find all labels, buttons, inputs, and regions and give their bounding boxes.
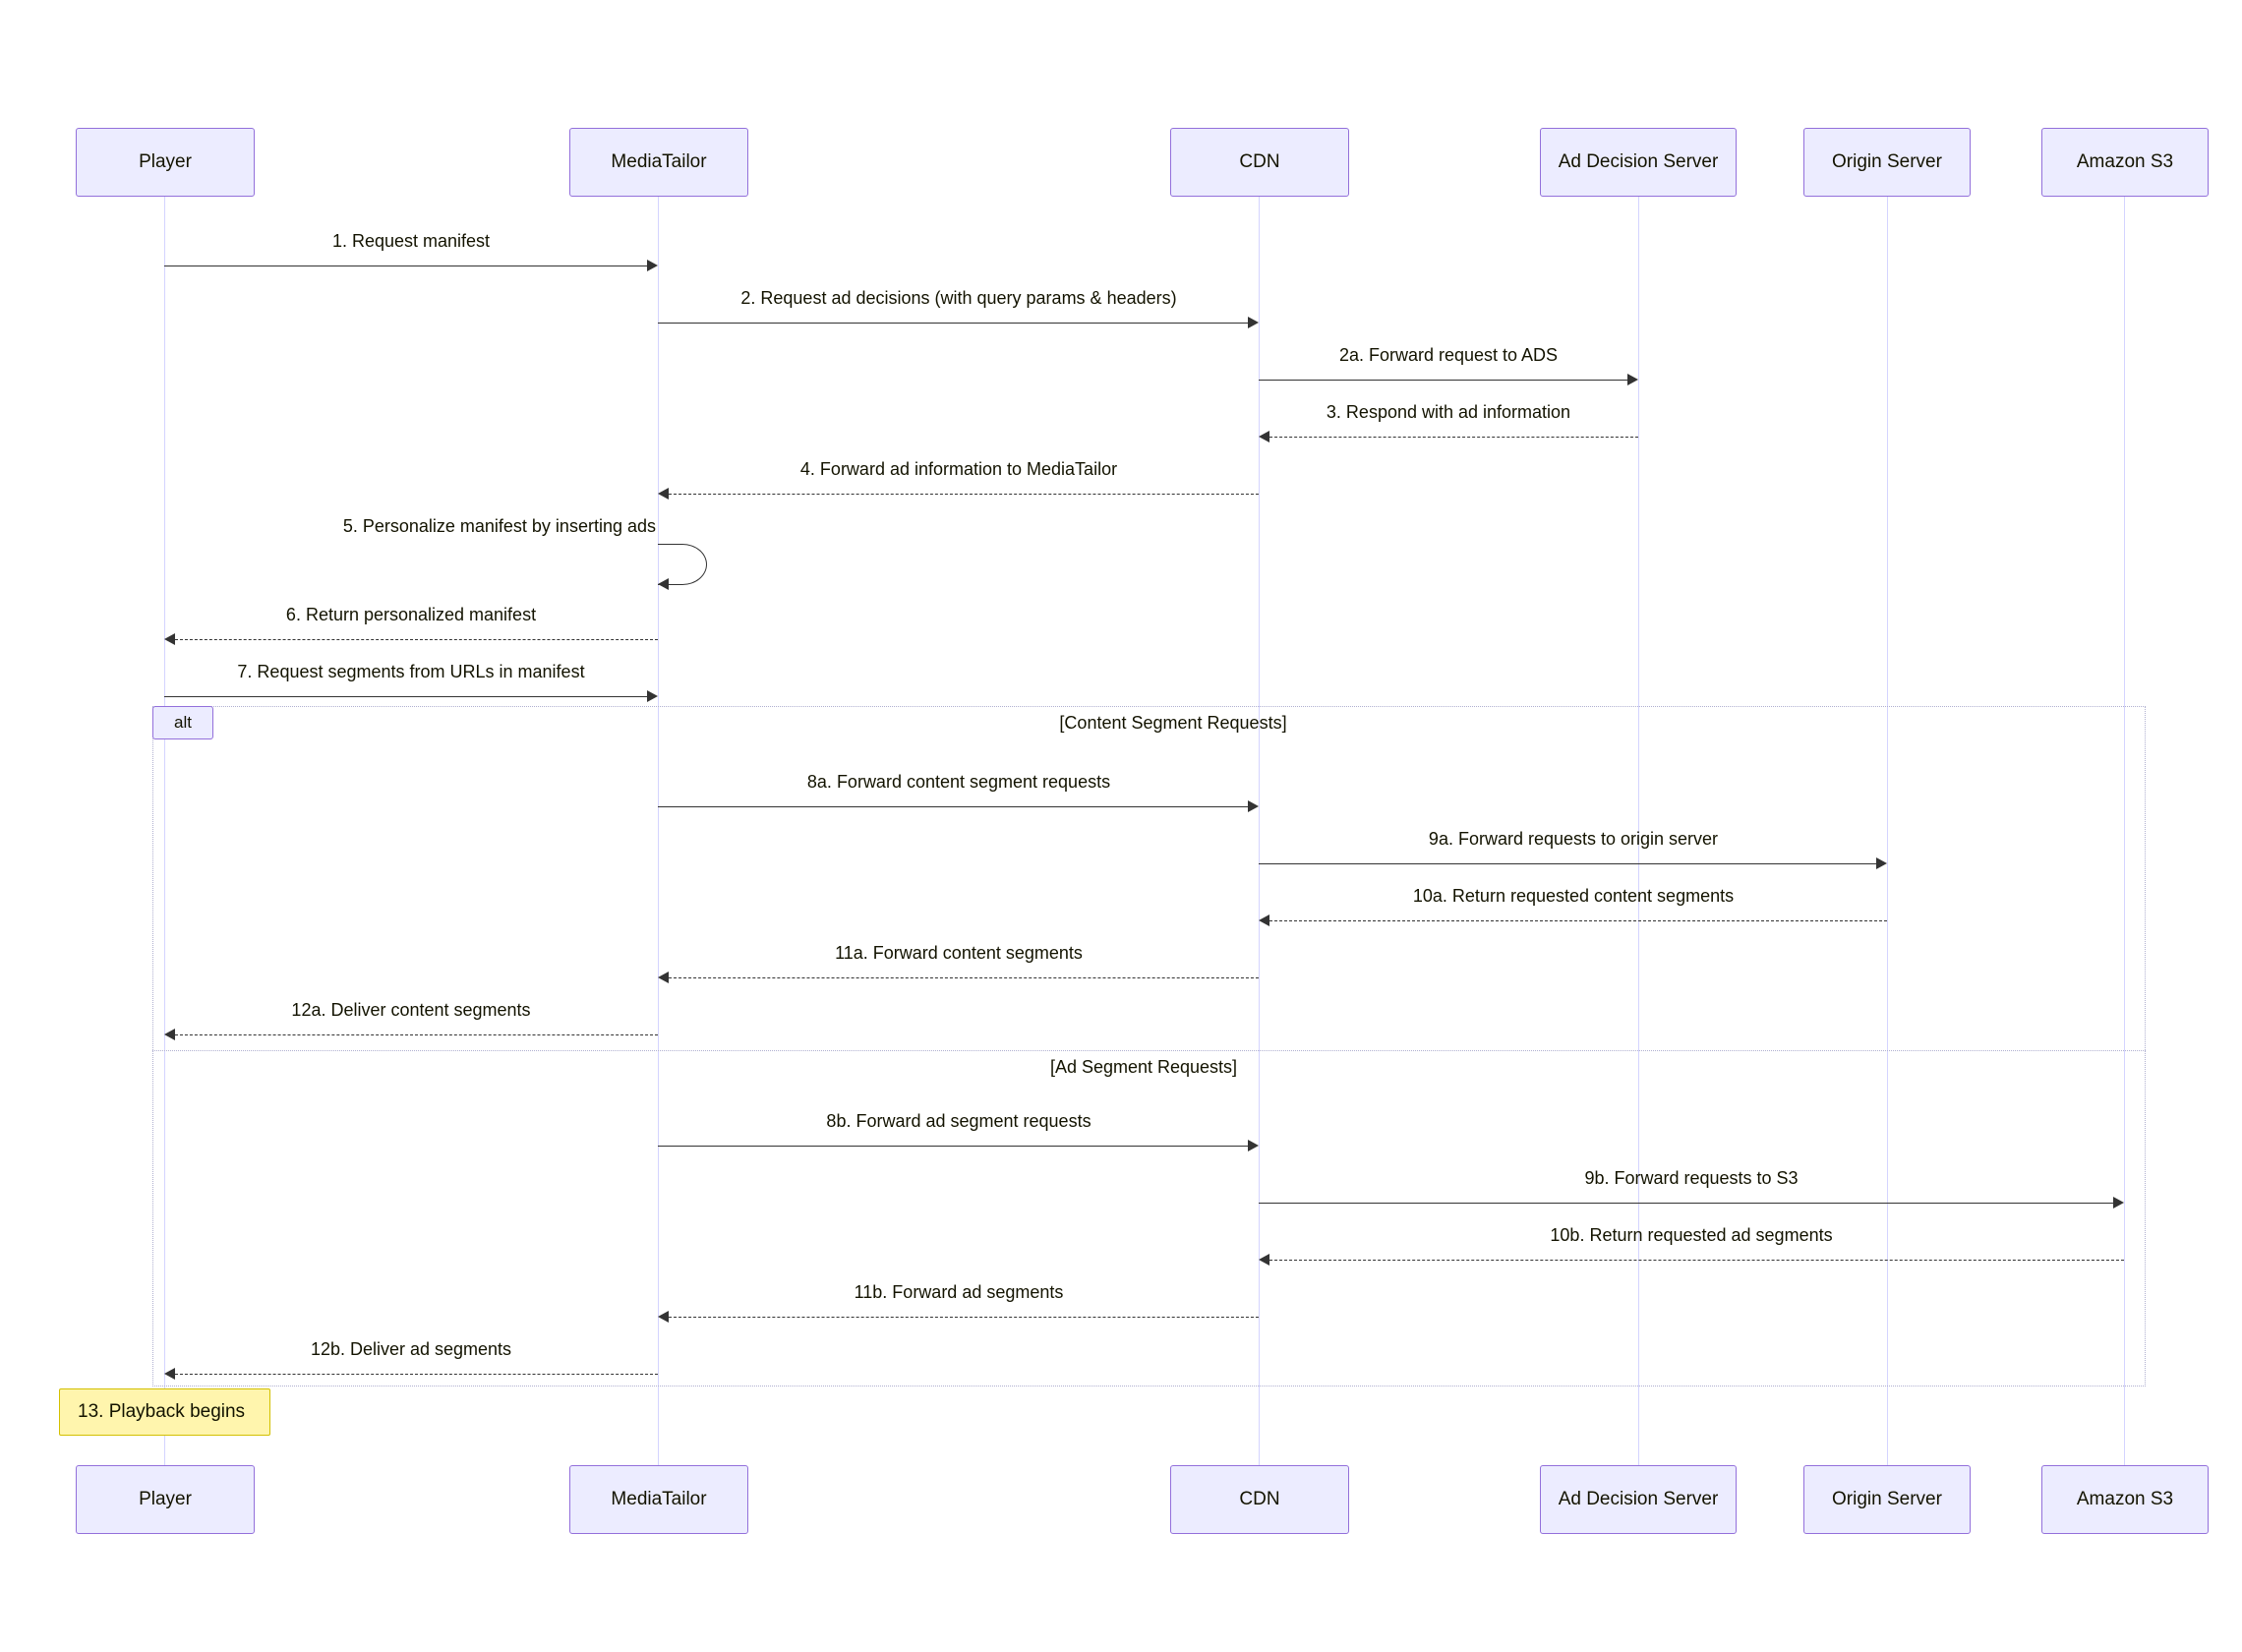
message-label-9a: 9a. Forward requests to origin server (1428, 829, 1719, 849)
message-arrowhead-9b (2113, 1197, 2124, 1209)
message-arrow-6 (175, 639, 658, 640)
message-label-5: 5. Personalize manifest by inserting ads (342, 516, 656, 536)
actor-origin-server-top[interactable] (1803, 128, 1971, 197)
message-arrow-10b (1269, 1260, 2124, 1261)
message-arrowhead-12a (164, 1029, 175, 1040)
message-arrowhead-6 (164, 633, 175, 645)
note-label: 13. Playback begins (78, 1401, 246, 1422)
actor-label: Origin Server (1832, 151, 1942, 172)
message-arrow-8b (658, 1146, 1248, 1147)
message-arrowhead-4 (658, 488, 669, 500)
alt-condition-ad: [Ad Segment Requests] (1049, 1057, 1238, 1077)
message-arrowhead-2a (1627, 374, 1638, 385)
message-label-12a: 12a. Deliver content segments (291, 1000, 531, 1020)
message-arrowhead-7 (647, 690, 658, 702)
message-arrow-8a (658, 806, 1248, 807)
message-arrow-9b (1259, 1203, 2113, 1204)
message-label-3: 3. Respond with ad information (1326, 402, 1571, 422)
actor-origin-server-bottom[interactable] (1803, 1465, 1971, 1534)
message-label-8a: 8a. Forward content segment requests (806, 772, 1111, 792)
message-arrow-12a (175, 1034, 658, 1035)
message-label-9b: 9b. Forward requests to S3 (1584, 1168, 1799, 1188)
message-label-10b: 10b. Return requested ad segments (1550, 1225, 1833, 1245)
message-arrow-3 (1269, 437, 1638, 438)
actor-cdn-top[interactable] (1170, 128, 1349, 197)
note-playback-begins (59, 1388, 270, 1436)
alt-condition-content: [Content Segment Requests] (1059, 713, 1287, 733)
actor-label: Amazon S3 (2076, 151, 2174, 172)
message-arrowhead-9a (1876, 857, 1887, 869)
alt-fragment (152, 706, 2146, 1386)
actor-label: MediaTailor (611, 151, 707, 172)
alt-tag-label: alt (174, 713, 192, 732)
message-arrowhead-1 (647, 260, 658, 271)
message-label-10a: 10a. Return requested content segments (1412, 886, 1735, 906)
message-label-11b: 11b. Forward ad segments (854, 1282, 1064, 1302)
message-arrow-2a (1259, 380, 1627, 381)
actor-label: Player (139, 151, 192, 172)
message-arrowhead-11b (658, 1311, 669, 1323)
message-label-1: 1. Request manifest (331, 231, 491, 251)
actor-player-bottom[interactable] (76, 1465, 255, 1534)
actor-label: Player (139, 1489, 192, 1509)
actor-amazon-s3-bottom[interactable] (2041, 1465, 2209, 1534)
message-label-7: 7. Request segments from URLs in manifest (237, 662, 585, 681)
message-label-8b: 8b. Forward ad segment requests (826, 1111, 1092, 1131)
message-arrowhead-10b (1259, 1254, 1269, 1266)
message-label-2: 2. Request ad decisions (with query params & headers) (740, 288, 1177, 308)
actor-cdn-bottom[interactable] (1170, 1465, 1349, 1534)
message-label-12b: 12b. Deliver ad segments (310, 1339, 512, 1359)
message-arrowhead-8b (1248, 1140, 1259, 1151)
message-label-11a: 11a. Forward content segments (835, 943, 1083, 963)
message-arrow-11b (669, 1317, 1259, 1318)
actor-label: Amazon S3 (2076, 1489, 2174, 1509)
message-arrowhead-11a (658, 972, 669, 983)
message-arrowhead-2 (1248, 317, 1259, 328)
message-label-6: 6. Return personalized manifest (285, 605, 537, 624)
actor-ad-decision-server-top[interactable] (1540, 128, 1737, 197)
message-label-2a: 2a. Forward request to ADS (1338, 345, 1559, 365)
actor-label: Origin Server (1832, 1489, 1942, 1509)
alt-fragment-tag (152, 706, 213, 739)
message-arrow-9a (1259, 863, 1876, 864)
actor-amazon-s3-top[interactable] (2041, 128, 2209, 197)
message-arrow-10a (1269, 920, 1887, 921)
actor-player-top[interactable] (76, 128, 255, 197)
message-arrowhead-8a (1248, 800, 1259, 812)
actor-label: Ad Decision Server (1558, 151, 1719, 172)
message-arrow-11a (669, 977, 1259, 978)
actor-mediatailor-bottom[interactable] (569, 1465, 748, 1534)
actor-ad-decision-server-bottom[interactable] (1540, 1465, 1737, 1534)
message-label-4: 4. Forward ad information to MediaTailor (799, 459, 1118, 479)
message-arrowhead-10a (1259, 914, 1269, 926)
message-arrowhead-5 (658, 578, 669, 590)
actor-label: MediaTailor (611, 1489, 707, 1509)
alt-fragment-divider (152, 1050, 2146, 1051)
message-arrow-7 (164, 696, 647, 697)
message-arrowhead-12b (164, 1368, 175, 1380)
actor-label: CDN (1239, 1489, 1280, 1509)
message-arrow-12b (175, 1374, 658, 1375)
actor-label: CDN (1239, 151, 1280, 172)
actor-mediatailor-top[interactable] (569, 128, 748, 197)
actor-label: Ad Decision Server (1558, 1489, 1719, 1509)
message-arrowhead-3 (1259, 431, 1269, 442)
message-arrow-4 (669, 494, 1259, 495)
message-arrow-2 (658, 323, 1248, 324)
